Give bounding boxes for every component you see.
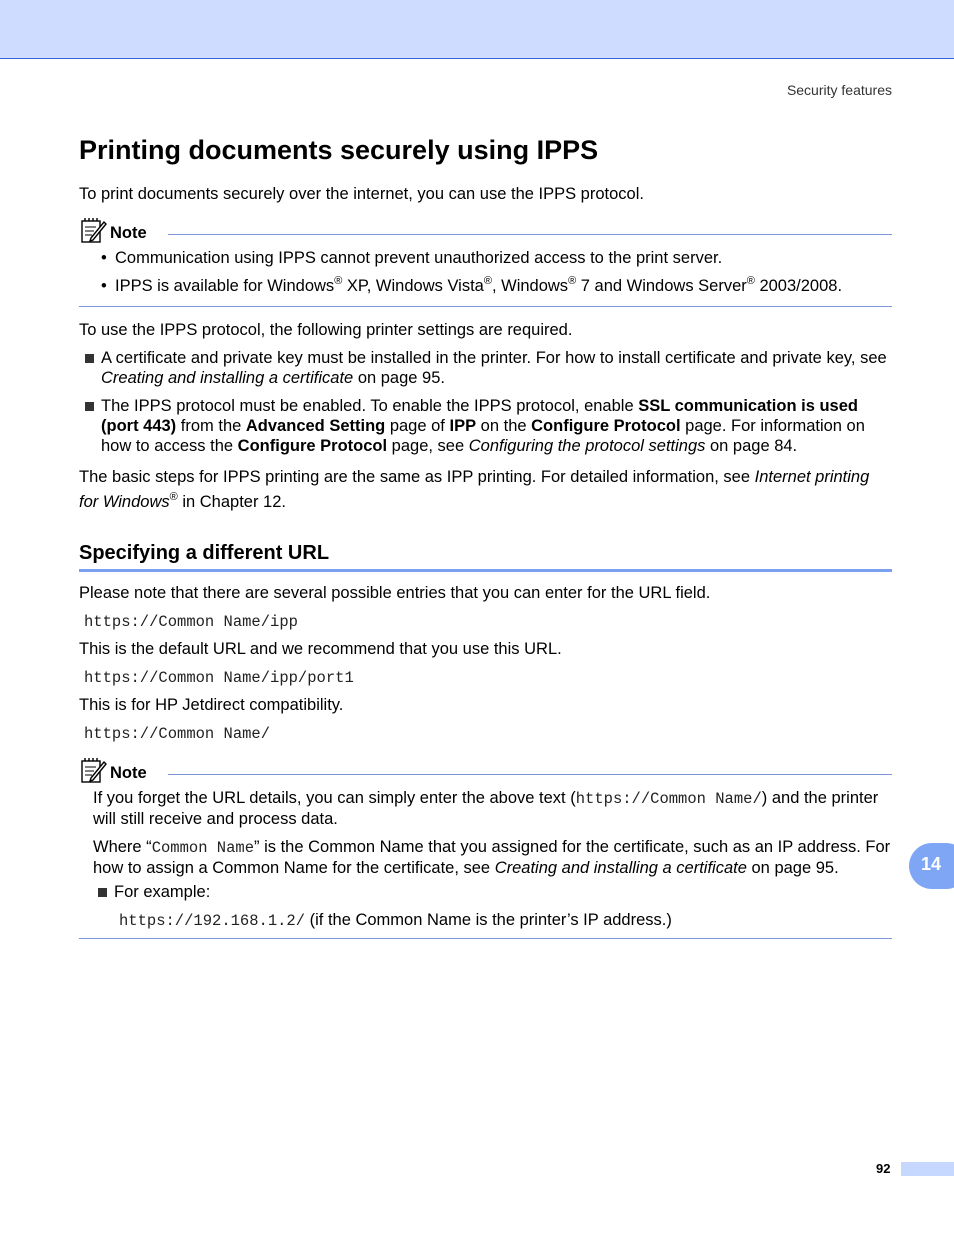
note1-body bbox=[79, 248, 892, 296]
paragraph-text: The basic steps for IPPS printing are the same as IPP printing. For detailed information, see bbox=[79, 468, 755, 486]
url-intro: Please note that there are several possible entries that you can enter for the URL field. bbox=[79, 584, 711, 602]
note-bullet-text: IPPS is available for Windows bbox=[115, 277, 335, 295]
inline-code: https://192.168.1.2/ bbox=[119, 912, 306, 930]
registered-mark: ® bbox=[568, 274, 577, 287]
list-item bbox=[79, 348, 892, 388]
header-band bbox=[0, 0, 954, 59]
note-text: ” is the Common Name that you assigned for the certificate, such as an IP address. For how to assign a Common Name for the certificate, see bbox=[93, 838, 891, 877]
note-icon bbox=[79, 756, 107, 784]
item-text: page of bbox=[385, 417, 450, 435]
note-label: Note bbox=[110, 224, 147, 242]
url-description: This is the default URL and we recommend that you use this URL. bbox=[79, 640, 562, 658]
section-heading: Specifying a different URL bbox=[79, 542, 330, 564]
registered-mark: ® bbox=[483, 274, 492, 287]
cross-reference[interactable]: Internet printing for Windows bbox=[79, 468, 870, 511]
registered-mark: ® bbox=[334, 274, 343, 287]
note-paragraph bbox=[93, 788, 892, 829]
ui-term: Advanced Setting bbox=[245, 417, 386, 435]
list-item bbox=[93, 882, 892, 902]
note-text: For example: bbox=[114, 883, 211, 901]
ui-term: SSL communication is used (port 443) bbox=[101, 397, 858, 435]
chapter-number: 14 bbox=[921, 854, 942, 874]
cross-reference[interactable]: Creating and installing a certificate bbox=[494, 859, 747, 877]
ui-term: Configure Protocol bbox=[237, 437, 388, 455]
page-number: 92 bbox=[876, 1161, 891, 1176]
note-text: If you forget the URL details, you can simply enter the above text ( bbox=[93, 789, 576, 807]
note-end-rule bbox=[79, 306, 892, 307]
note-text: (if the Common Name is the printer’s IP address.) bbox=[305, 911, 672, 929]
list-item bbox=[79, 396, 892, 456]
url-example: https://Common Name/ipp bbox=[84, 613, 298, 631]
note-rule bbox=[168, 774, 892, 775]
square-bullet-icon bbox=[85, 354, 94, 363]
note-icon bbox=[79, 216, 107, 244]
registered-mark: ® bbox=[746, 274, 755, 287]
cross-reference[interactable]: Creating and installing a certificate bbox=[101, 369, 354, 387]
note-rule bbox=[168, 234, 892, 235]
basic-steps-paragraph bbox=[79, 465, 892, 515]
item-text: A certificate and private key must be installed in the printer. For how to install certificate and private key, see bbox=[101, 349, 887, 367]
square-bullet-icon bbox=[98, 888, 107, 897]
url-example: https://Common Name/ipp/port1 bbox=[84, 669, 354, 687]
url-example: https://Common Name/ bbox=[84, 725, 271, 743]
item-text: from the bbox=[176, 417, 246, 435]
note-bullet-text: 7 and Windows Server bbox=[576, 277, 747, 295]
url-description: This is for HP Jetdirect compatibility. bbox=[79, 696, 344, 714]
list-item: • Communication using IPPS cannot prevent unauthorized access to the print server. bbox=[101, 249, 723, 267]
note-text: on page 95. bbox=[746, 859, 839, 877]
section-label: Security features bbox=[786, 82, 892, 98]
list-item: • IPPS is available for Windows® XP, Windows Vista®, Windows® 7 and Windows Server® 2003/2008. bbox=[101, 274, 843, 295]
item-text: page, see bbox=[387, 437, 469, 455]
item-text: on page 95. bbox=[353, 369, 445, 387]
note-text: ) and the printer will still receive and process data. bbox=[93, 789, 879, 828]
page-title: Printing documents securely using IPPS bbox=[79, 135, 599, 165]
item-text: on page 84. bbox=[705, 437, 798, 455]
item-text: on the bbox=[476, 417, 532, 435]
ui-term: IPP bbox=[449, 417, 477, 435]
ui-term: Configure Protocol bbox=[531, 417, 681, 435]
cross-reference[interactable]: Configuring the protocol settings bbox=[468, 437, 706, 455]
note-bullet-text: , Windows bbox=[491, 277, 569, 295]
note-header bbox=[79, 216, 892, 246]
inline-code: Common Name bbox=[151, 839, 255, 857]
note-bullet-text: XP, Windows Vista bbox=[342, 277, 484, 295]
section-rule bbox=[79, 569, 892, 572]
note-bullet-text: 2003/2008. bbox=[754, 277, 843, 295]
item-text: The IPPS protocol must be enabled. To enable the IPPS protocol, enable bbox=[101, 397, 639, 415]
footer-band bbox=[901, 1162, 954, 1176]
note2-body bbox=[93, 788, 892, 931]
square-bullet-icon bbox=[85, 402, 94, 411]
registered-mark: ® bbox=[169, 490, 178, 503]
note-text: Where “ bbox=[93, 838, 152, 856]
item-text: page. For information on how to access the bbox=[101, 417, 865, 455]
inline-code: https://Common Name/ bbox=[575, 790, 762, 808]
note-end-rule bbox=[79, 938, 892, 939]
note-paragraph bbox=[93, 837, 892, 878]
intro-paragraph: To print documents securely over the internet, you can use the IPPS protocol. bbox=[79, 185, 644, 203]
example-line bbox=[93, 910, 892, 931]
note-header bbox=[79, 756, 892, 786]
paragraph-text: in Chapter 12. bbox=[177, 493, 286, 511]
note-label: Note bbox=[110, 764, 147, 782]
required-intro: To use the IPPS protocol, the following printer settings are required. bbox=[79, 321, 573, 339]
note-bullet-text: Communication using IPPS cannot prevent unauthorized access to the print server. bbox=[115, 249, 723, 267]
